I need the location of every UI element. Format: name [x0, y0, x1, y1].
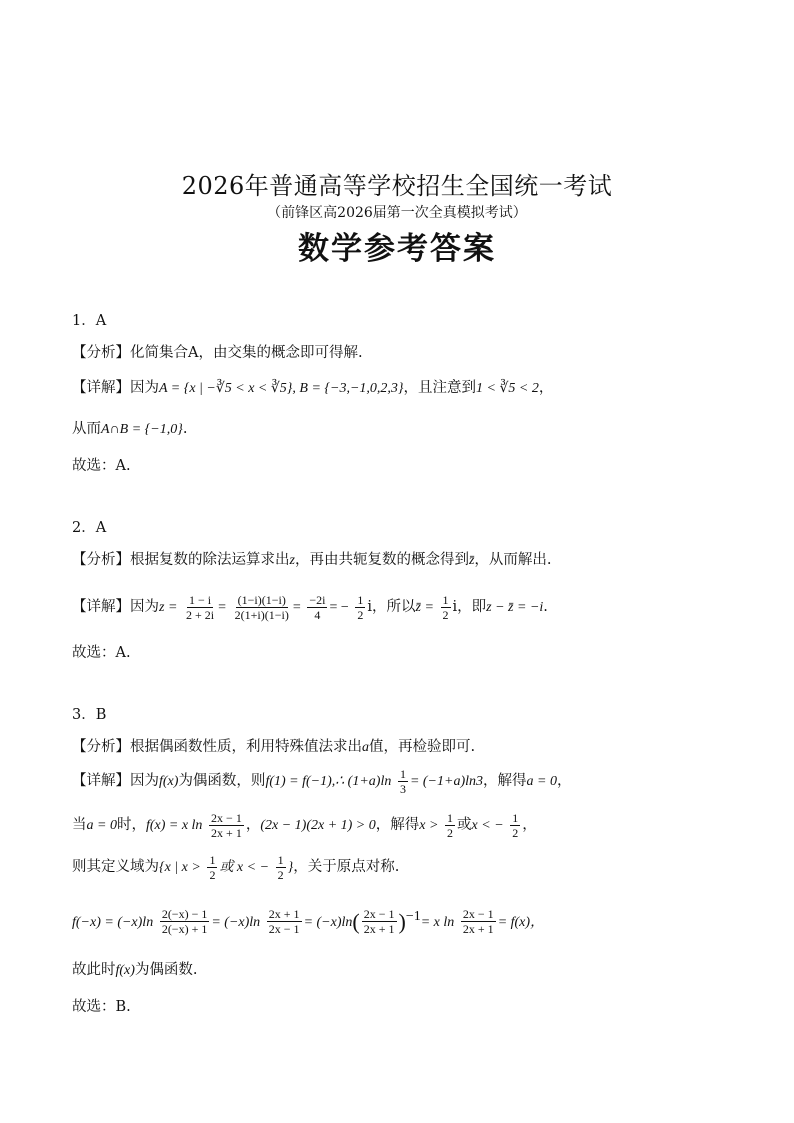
q1-number: 1．A — [72, 313, 107, 329]
q3-d6: a = 0 — [526, 774, 557, 789]
q2-detail-label: 【详解】因为 — [72, 599, 159, 615]
q3-a: a — [362, 740, 369, 755]
q3-l4i: = f(x)， — [497, 914, 545, 930]
q3-fx: f(x) — [159, 774, 179, 789]
document-title: 数学参考答案 — [298, 231, 496, 267]
q3-l2c: 时， — [116, 817, 146, 833]
q3-l2j: 或 — [457, 817, 472, 833]
q1-detail-label: 【详解】因为 — [72, 380, 159, 396]
q2-fraction-2: $\frac{(1-i)(1-i)}{2(1+i)(1-i)}$ — [234, 592, 289, 622]
q2-detail: 【详解】因为z = $\frac{1 - i}{2 + 2i}$ = $\frac{(1-i)(1-i)}{2(1+i)(1-i)}$ = $\frac{-2i}{4}$ = − $\frac{1}{2}$ i，所以z̄ = $\frac{1}{2}$ i，即z − z̄ = −i. — [72, 592, 548, 622]
q2-zbar-eq: z̄ = — [415, 600, 434, 615]
q3-l4-fraction-4: $\frac{2x - 1}{2x + 1}$ — [462, 907, 494, 937]
q1-analysis: 【分析】化简集合A，由交集的概念即可得解. — [72, 345, 363, 361]
q2-analysis-b: ，再由共轭复数的概念得到 — [294, 552, 469, 568]
q1-conclusion — [72, 419, 187, 440]
q3-l3-half-1: $\frac{1}{2}$ — [209, 852, 216, 882]
q3-l2h: x > — [419, 818, 439, 833]
q3-l4c: = (−x)ln — [211, 914, 261, 930]
q3-l2-half-1: $\frac{1}{2}$ — [447, 810, 454, 840]
q3-l3f: } — [287, 860, 294, 875]
q3-l2-fraction: $\frac{2x - 1}{2x + 1}$ — [211, 810, 242, 840]
q2-z-eq: z = — [159, 600, 178, 615]
q1-end: ， — [538, 380, 554, 396]
exam-subtitle: （前锋区高2026届第一次全真模拟考试） — [267, 205, 527, 221]
q3-answer: 故选：B. — [72, 999, 131, 1015]
q1-intersection: A∩B = {−1,0} — [101, 422, 183, 437]
q3-l3a: 则其定义域为 — [72, 859, 159, 875]
q3-l2k: x < − — [471, 818, 504, 833]
q3-l4e: = (−x)ln — [303, 914, 353, 930]
q3-d5: ，解得 — [483, 773, 527, 789]
q3-analysis-a: 【分析】根据偶函数性质，利用特殊值法求出 — [72, 739, 362, 755]
q3-l4a: f(−x) = (−x)ln — [72, 914, 154, 930]
q3-d7: ， — [556, 773, 572, 789]
q3-d1: 为偶函数，则 — [178, 773, 266, 789]
q1-conclusion-end: . — [182, 421, 188, 437]
q2-fraction-4: $\frac{1}{2}$ — [357, 592, 364, 622]
q3-l2-half-2: $\frac{1}{2}$ — [512, 810, 519, 840]
q3-l3d: 或 x < − — [219, 860, 270, 875]
exam-title: 2026年普通高等学校招生全国统一考试 — [181, 172, 613, 200]
q3-l2a: 当 — [72, 817, 87, 833]
q3-conclusion — [72, 960, 198, 981]
q3-l2g: ，解得 — [375, 817, 420, 833]
q3-l4-exponent: −1 — [405, 909, 421, 924]
q3-d2: f(1) = f(−1),∴ (1+a)ln — [265, 774, 392, 789]
q1-answer: 故选：A. — [72, 458, 131, 474]
q3-l5a: 故此时 — [72, 962, 116, 978]
q1-conclusion-prefix: 从而 — [72, 421, 101, 437]
q2-analysis — [72, 550, 552, 571]
q2-analysis-a: 【分析】根据复数的除法运算求出 — [72, 552, 290, 568]
q2-z: z — [289, 553, 295, 568]
q3-l2e: ， — [245, 817, 261, 833]
q3-l3-half-2: $\frac{1}{2}$ — [277, 852, 284, 882]
q3-detail-line3 — [72, 850, 399, 885]
q2-tail-b: i，即 — [452, 599, 487, 615]
q3-analysis-b: 值，再检验即可. — [369, 739, 476, 755]
q2-number: 2．A — [72, 520, 107, 536]
q1-inequality: 1 < ∛5 < 2 — [476, 381, 539, 396]
q2-difference: z − z̄ = −i — [486, 600, 544, 615]
q3-l3b: {x | x > — [159, 860, 201, 875]
q2-answer: 故选：A. — [72, 645, 131, 661]
q3-l5b: f(x) — [115, 963, 135, 978]
q2-tail-a: i，所以 — [367, 599, 416, 615]
q3-number: 3．B — [72, 707, 107, 723]
q1-note: ，且注意到 — [403, 380, 476, 396]
q3-l4g: = x ln — [420, 914, 455, 930]
q3-l2m: ， — [522, 817, 537, 833]
q3-detail-label: 【详解】因为 — [72, 773, 159, 789]
q1-detail — [72, 378, 553, 399]
q2-fraction-5: $\frac{1}{2}$ — [442, 592, 449, 622]
q3-l4-fraction-2: $\frac{2x + 1}{2x - 1}$ — [268, 907, 300, 937]
q2-tail-c: . — [543, 599, 548, 615]
q3-l3g: ，关于原点对称. — [293, 859, 400, 875]
q3-l5c: 为偶函数. — [134, 962, 198, 978]
q3-fraction-third: $\frac{1}{3}$ — [399, 766, 406, 796]
q3-detail-line1 — [72, 764, 571, 799]
q2-zbar: z̄ — [468, 553, 475, 568]
q3-analysis — [72, 737, 475, 758]
q3-d4: = (−1+a)ln3 — [409, 774, 483, 789]
q3-detail-line4: f(−x) = (−x)ln $\frac{2(-x) - 1}{2(-x) + 1}$ = (−x)ln $\frac{2x + 1}{2x - 1}$ = (−x)ln( $\frac{2x - 1}{2x + 1}$ )$^{-1}$= x ln $\frac{2x - 1}{2x + 1}$ = f(x)， — [72, 907, 545, 937]
q3-l4-fraction-1: $\frac{2(-x) - 1}{2(-x) + 1}$ — [161, 907, 208, 937]
q3-l2f: (2x − 1)(2x + 1) > 0 — [260, 818, 376, 833]
q2-analysis-c: ，从而解出. — [474, 552, 552, 568]
q3-detail-line2 — [72, 808, 537, 843]
q2-fraction-1: $\frac{1 - i}{2 + 2i}$ — [186, 592, 215, 622]
q2-fraction-3: $\frac{-2i}{4}$ — [309, 592, 326, 622]
q3-l2b: a = 0 — [86, 818, 117, 833]
q1-set-expression: A = {x | −∛5 < x < ∛5}, B = {−3,−1,0,2,3} — [159, 381, 404, 396]
q3-l4-fraction-3: $\frac{2x - 1}{2x + 1}$ — [363, 907, 395, 937]
q3-l2d: f(x) = x ln — [145, 818, 203, 833]
